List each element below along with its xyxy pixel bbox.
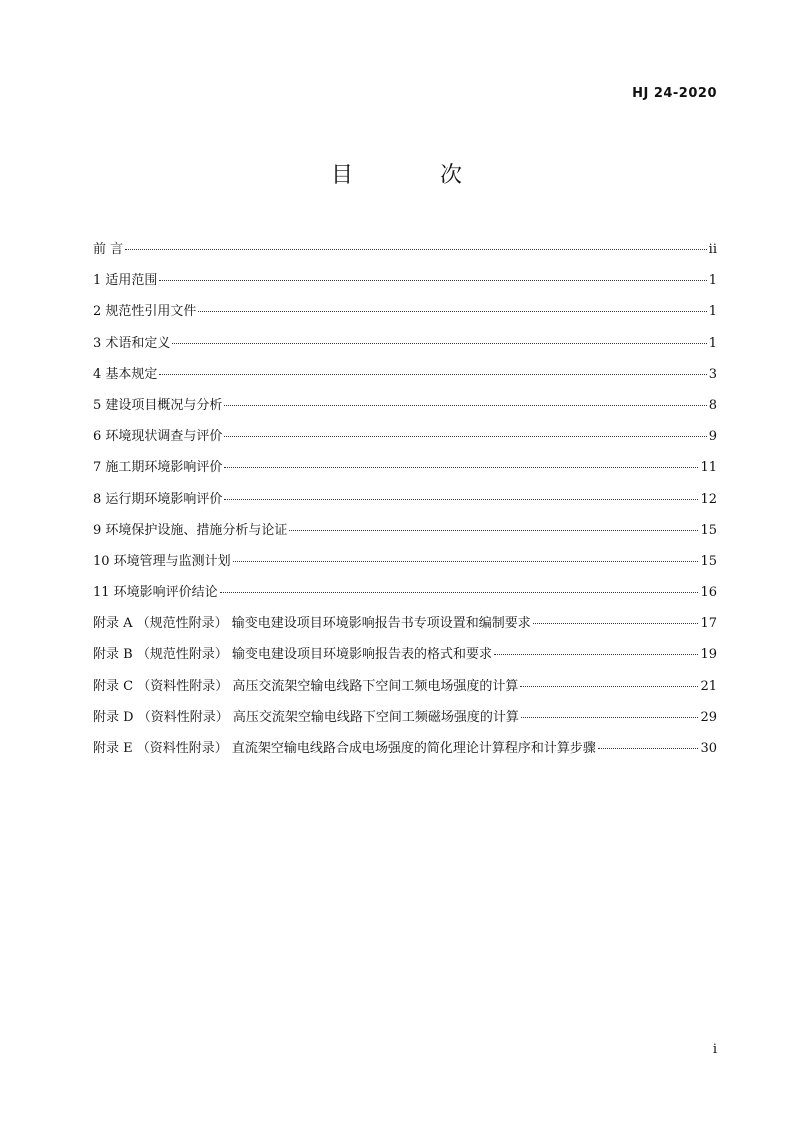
toc-leader-dots — [125, 249, 707, 250]
toc-entry-page: 21 — [700, 678, 717, 694]
toc-entry-page: 3 — [708, 366, 717, 382]
toc-entry-label: 4 基本规定 — [93, 366, 158, 382]
toc-entry-8[interactable] — [93, 488, 717, 519]
toc-entry-preface[interactable] — [93, 238, 717, 269]
toc-leader-dots — [220, 592, 699, 593]
toc-entry-label: 6 环境现状调查与评价 — [93, 429, 223, 445]
table-of-contents — [93, 238, 717, 768]
document-code: HJ 24-2020 — [632, 86, 717, 101]
toc-entry-label: 7 施工期环境影响评价 — [93, 460, 223, 476]
toc-entry-page: 9 — [708, 429, 717, 445]
toc-entry-page: 12 — [700, 491, 717, 507]
toc-entry-page: 15 — [700, 553, 717, 569]
toc-leader-dots — [159, 280, 706, 281]
toc-leader-dots — [520, 686, 698, 687]
toc-entry-label: 5 建设项目概况与分析 — [93, 397, 223, 413]
toc-leader-dots — [198, 311, 706, 312]
toc-entry-page: 11 — [700, 460, 717, 476]
toc-entry-5[interactable] — [93, 394, 717, 425]
toc-entry-page: 16 — [700, 585, 717, 601]
toc-entry-label: 附录 B （规范性附录） 输变电建设项目环境影响报告表的格式和要求 — [93, 647, 492, 663]
toc-entry-page: 1 — [708, 304, 717, 320]
toc-entry-label: 9 环境保护设施、措施分析与论证 — [93, 522, 288, 538]
toc-entry-page: 1 — [708, 335, 717, 351]
toc-entry-page: 30 — [700, 741, 717, 756]
page-title: 目 次 — [331, 163, 502, 188]
toc-entry-label: 附录 E （资料性附录） 直流架空输电线路合成电场强度的简化理论计算程序和计算步骤 — [93, 741, 596, 756]
toc-entry-page: 8 — [708, 397, 717, 413]
toc-entry-label: 附录 A （规范性附录） 输变电建设项目环境影响报告书专项设置和编制要求 — [93, 616, 531, 632]
toc-entry-label: 前 言 — [93, 242, 124, 257]
toc-leader-dots — [224, 467, 698, 468]
toc-entry-1[interactable] — [93, 269, 717, 300]
toc-leader-dots — [172, 343, 706, 344]
toc-entry-label: 2 规范性引用文件 — [93, 304, 197, 320]
toc-leader-dots — [224, 499, 698, 500]
toc-leader-dots — [494, 654, 699, 655]
toc-leader-dots — [159, 374, 706, 375]
toc-leader-dots — [598, 748, 699, 749]
toc-entry-label: 附录 C （资料性附录） 高压交流架空输电线路下空间工频电场强度的计算 — [93, 678, 519, 694]
toc-entry-3[interactable] — [93, 332, 717, 363]
toc-entry-appendix-a[interactable] — [93, 612, 717, 643]
toc-entry-appendix-e[interactable] — [93, 737, 717, 768]
toc-entry-page: 17 — [700, 616, 717, 632]
toc-entry-2[interactable] — [93, 300, 717, 331]
toc-leader-dots — [233, 561, 699, 562]
toc-entry-label: 3 术语和定义 — [93, 335, 171, 351]
toc-entry-7[interactable] — [93, 456, 717, 487]
toc-entry-label: 8 运行期环境影响评价 — [93, 491, 223, 507]
toc-entry-page: 19 — [700, 647, 717, 663]
toc-entry-label: 附录 D （资料性附录） 高压交流架空输电线路下空间工频磁场强度的计算 — [93, 709, 519, 725]
toc-leader-dots — [224, 436, 706, 437]
toc-entry-appendix-d[interactable] — [93, 706, 717, 737]
toc-leader-dots — [224, 405, 706, 406]
toc-entry-11[interactable] — [93, 581, 717, 612]
toc-entry-6[interactable] — [93, 425, 717, 456]
toc-entry-label: 11 环境影响评价结论 — [93, 585, 218, 601]
toc-leader-dots — [533, 623, 699, 624]
toc-entry-page: 1 — [708, 273, 717, 289]
toc-entry-page: 29 — [700, 709, 717, 725]
toc-entry-appendix-c[interactable] — [93, 675, 717, 706]
toc-entry-label: 1 适用范围 — [93, 273, 158, 289]
toc-entry-page: ii — [708, 242, 717, 257]
toc-entry-label: 10 环境管理与监测计划 — [93, 553, 231, 569]
toc-entry-9[interactable] — [93, 519, 717, 550]
toc-leader-dots — [521, 717, 699, 718]
page-number: i — [712, 1042, 717, 1057]
toc-entry-page: 15 — [700, 522, 717, 538]
toc-entry-appendix-b[interactable] — [93, 643, 717, 674]
toc-entry-10[interactable] — [93, 550, 717, 581]
toc-leader-dots — [289, 530, 698, 531]
toc-entry-4[interactable] — [93, 363, 717, 394]
